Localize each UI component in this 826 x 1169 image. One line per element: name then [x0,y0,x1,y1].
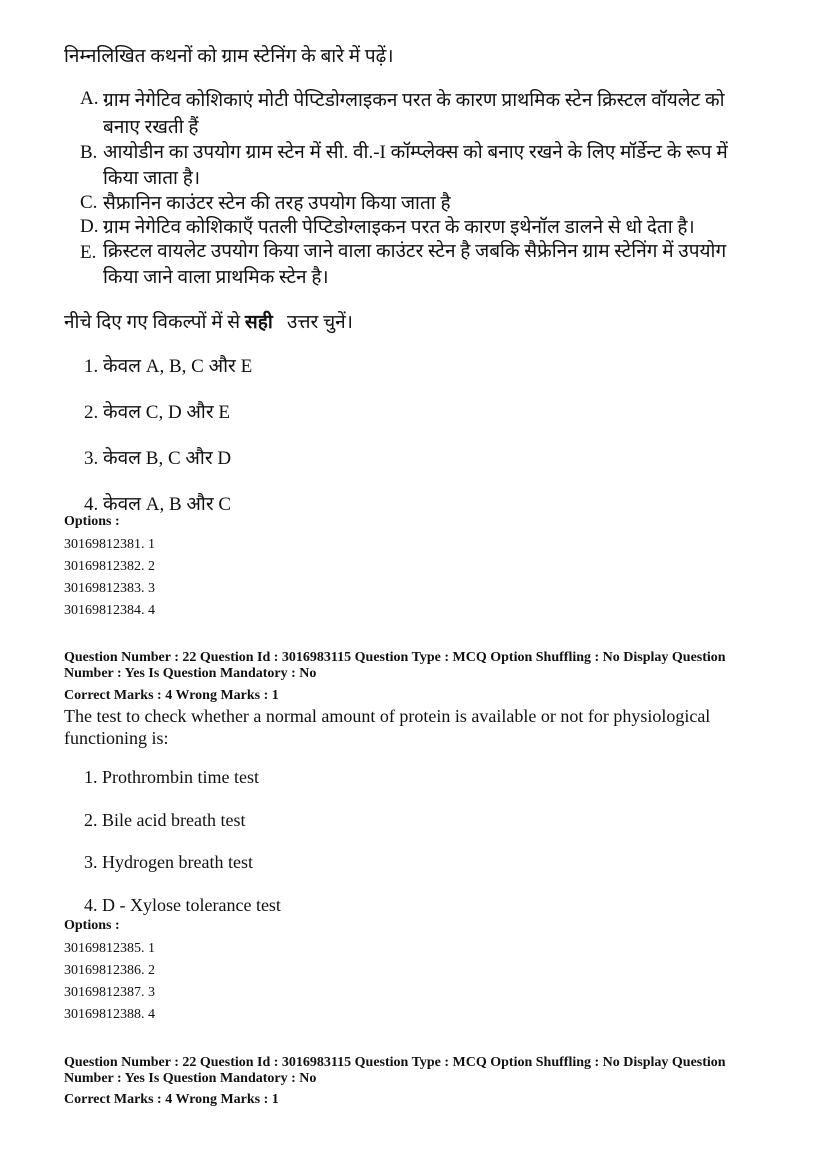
statement-letter-b: B. [80,142,98,163]
question-meta-line2: Number : Yes Is Question Mandatory : No [64,666,317,681]
hindi-choice-3: 3. केवल B, C और D [84,448,232,469]
statement-letter-d: D. [80,216,99,237]
question-meta-line2-b: Number : Yes Is Question Mandatory : No [64,1071,317,1086]
question-meta-line1: Question Number : 22 Question Id : 3016983115 Question Type : MCQ Option Shuffling : No Display Question [64,650,726,665]
english-choice-1: 1. Prothrombin time test [84,767,259,787]
options-label-2: Options : [64,918,120,933]
english-question-line2: functioning is: [64,728,169,748]
option-id-3: 30169812383. 3 [64,581,155,596]
english-choice-3: 3. Hydrogen breath test [84,852,253,872]
option-id-5: 30169812385. 1 [64,941,155,956]
option-id-8: 30169812388. 4 [64,1007,155,1022]
answer-prompt-bold: सही [244,312,273,333]
answer-prompt-before: नीचे दिए गए विकल्पों में से [64,312,241,333]
statement-a-line1: ग्राम नेगेटिव कोशिकाएं मोटी पेप्टिडोग्लाइकन परत के कारण प्राथमिक स्टेन क्रिस्टल वॉयलेट को [103,90,725,111]
statement-b-line1: आयोडीन का उपयोग ग्राम स्टेन में सी. वी.-I कॉम्प्लेक्स को बनाए रखने के लिए मॉर्डेन्ट के रूप में [103,142,728,163]
statement-d-line1: ग्राम नेगेटिव कोशिकाएँ पतली पेप्टिडोग्लाइकन परत के कारण इथेनॉल डालने से धो देता है। [103,217,695,238]
question-meta-line1-b: Question Number : 22 Question Id : 3016983115 Question Type : MCQ Option Shuffling : No Display Question [64,1055,726,1070]
statement-b-line2: किया जाता है। [103,168,201,189]
option-id-1: 30169812381. 1 [64,537,155,552]
answer-prompt [64,308,353,334]
option-id-7: 30169812387. 3 [64,985,155,1000]
question-marks: Correct Marks : 4 Wrong Marks : 1 [64,688,279,703]
statement-e-line2: किया जाने वाला प्राथमिक स्टेन है। [103,267,329,288]
english-question-line1: The test to check whether a normal amount of protein is available or not for physiological [64,706,711,726]
hindi-choice-1: 1. केवल A, B, C और E [84,356,253,377]
hindi-question-intro: निम्नलिखित कथनों को ग्राम स्टेनिंग के बारे में पढ़ें। [64,46,394,67]
english-choice-2: 2. Bile acid breath test [84,810,246,830]
statement-letter-a: A. [80,88,99,109]
answer-prompt-after: उत्तर चुनें। [287,312,353,333]
hindi-choice-4: 4. केवल A, B और C [84,494,232,515]
statement-letter-e: E. [80,242,97,263]
options-label-1: Options : [64,514,120,529]
option-id-2: 30169812382. 2 [64,559,155,574]
statement-letter-c: C. [80,192,98,213]
statement-a-line2: बनाए रखती हैं [103,117,199,138]
option-id-6: 30169812386. 2 [64,963,155,978]
english-choice-4: 4. D - Xylose tolerance test [84,895,281,915]
option-id-4: 30169812384. 4 [64,603,155,618]
statement-c-line1: सैफ्रानिन काउंटर स्टेन की तरह उपयोग किया जाता है [103,193,451,214]
hindi-choice-2: 2. केवल C, D और E [84,402,230,423]
question-marks-b: Correct Marks : 4 Wrong Marks : 1 [64,1092,279,1107]
statement-e-line1: क्रिस्टल वायलेट उपयोग किया जाने वाला काउंटर स्टेन है जबकि सैफ्रेनिन ग्राम स्टेनिंग में उपयोग [103,241,727,262]
